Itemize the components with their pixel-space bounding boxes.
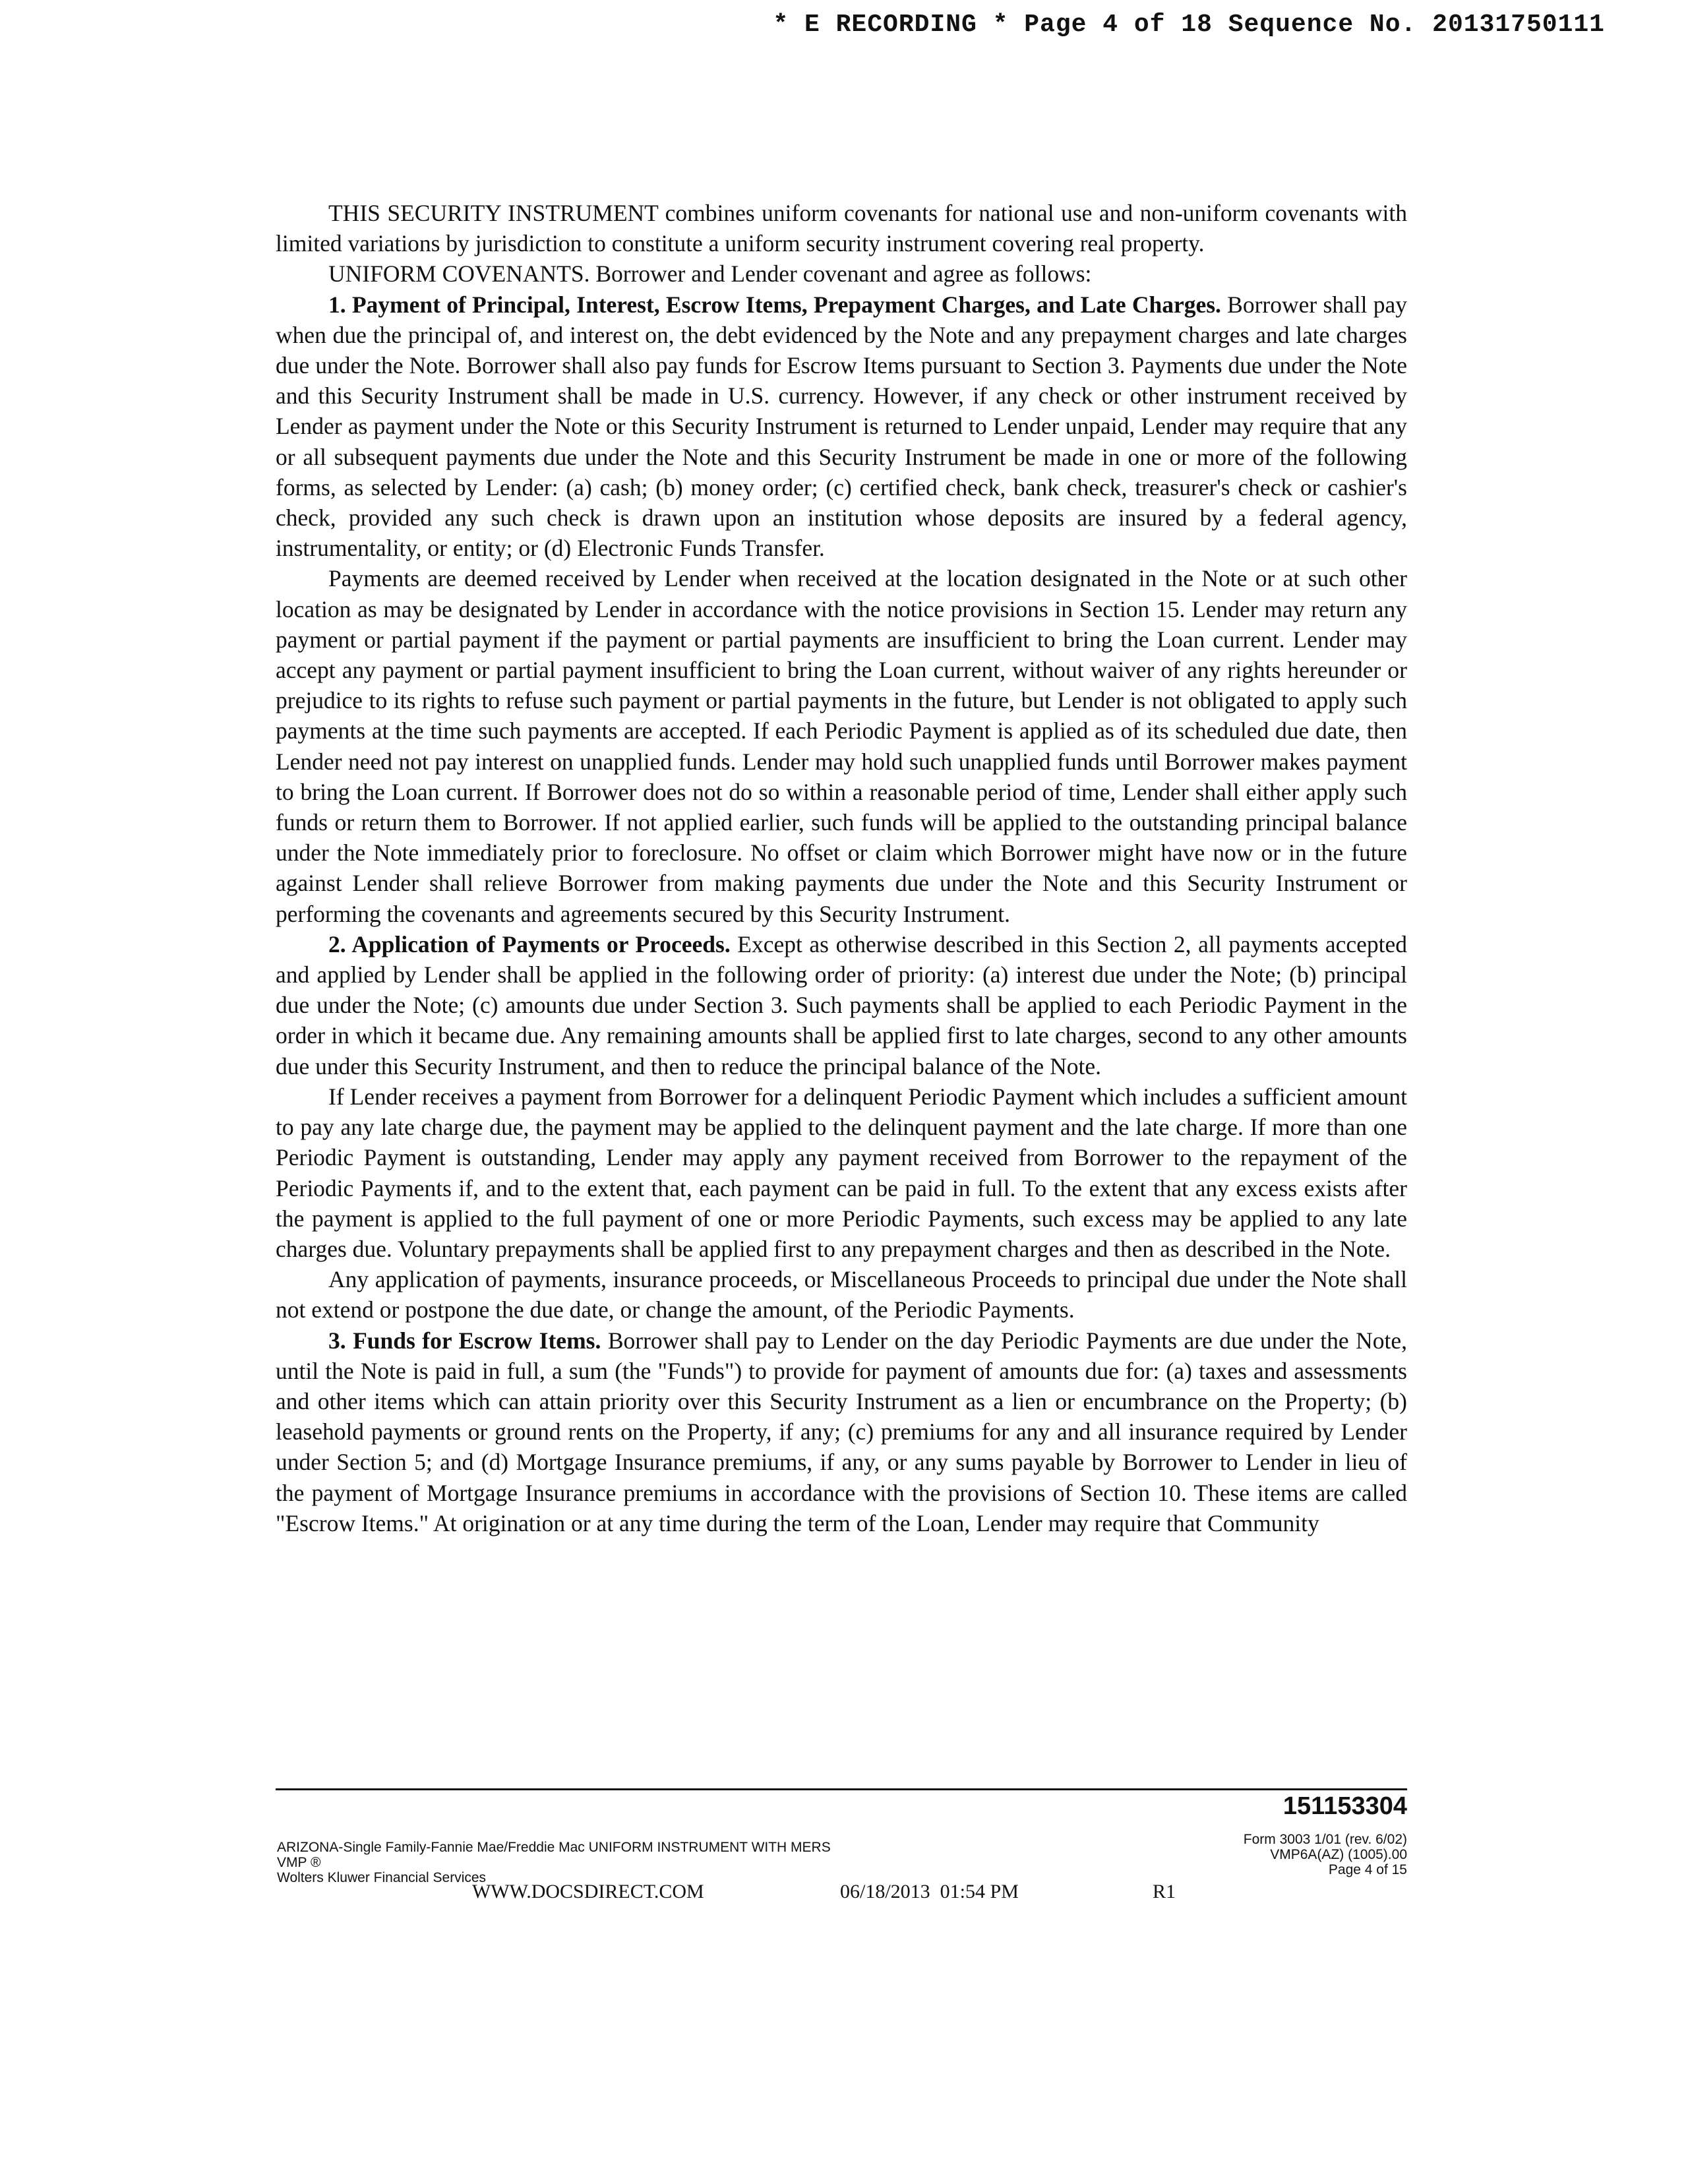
publisher: Wolters Kluwer Financial Services	[277, 1870, 487, 1885]
paragraph-uniform-covenants	[276, 258, 1407, 289]
paragraph-text: Borrower shall pay when due the principal of, and interest on, the debt evidenced by the Note and any prepayment charges and late charges due under the Note. Borrower shall also pay funds for Escrow Items pursuant to Section 3. Payments due under the Note and this Security Instrument shall be made in U.S. currency. However, if any check or other instrument received by Lender as payment under the Note or this Security Instrument is returned to Lender unpaid, Lender may require that any or all subsequent payments due under the Note and this Security Instrument be made in one or more of the following forms, as selected by Lender: (a) cash; (b) money order; (c) certified check, bank check, treasurer's check or cashier's check, provided any such check is drawn upon an institution whose deposits are insured by a federal agency, instrumentality, or entity; or (d) Electronic Funds Transfer.	[276, 291, 1408, 562]
footer-form-info	[277, 1840, 831, 1885]
section-heading: 3. Funds for Escrow Items.	[328, 1327, 601, 1354]
vmp-mark: VMP ®	[277, 1855, 321, 1870]
paragraph-payments-received	[276, 563, 1407, 928]
section-2-application	[276, 929, 1407, 1081]
footer-form-number	[1244, 1832, 1407, 1877]
section-heading: 2. Application of Payments or Proceeds.	[328, 930, 731, 957]
paragraph-text: UNIFORM COVENANTS. Borrower and Lender covenant and agree as follows:	[328, 260, 1092, 288]
section-1-payment	[276, 289, 1407, 564]
section-heading: 1. Payment of Principal, Interest, Escrow Items, Prepayment Charges, and Late Charges.	[328, 291, 1221, 318]
footer-divider	[276, 1788, 1407, 1790]
paragraph-delinquent-payment	[276, 1081, 1407, 1264]
paragraph-application-proceeds	[276, 1264, 1407, 1325]
page-label: Page 4 of 15	[1328, 1862, 1407, 1877]
paragraph-text: Payments are deemed received by Lender when received at the location designated in the Note or at such other location as may be designated by Lender in accordance with the notice provisions in Section 15. Lender may return any payment or partial payment if the payment or partial payments are insufficient to bring the Loan current. Lender may accept any payment or partial payment insufficient to bring the Loan current, without waiver of any rights hereunder or prejudice to its rights to refuse such payment or partial payments in the future, but Lender is not obligated to apply such payments at the time such payments are accepted. If each Periodic Payment is applied as of its scheduled due date, then Lender need not pay interest on unapplied funds. Lender may hold such unapplied funds until Borrower makes payment to bring the Loan current. If Borrower does not do so within a reasonable period of time, Lender shall either apply such funds or return them to Borrower. If not applied earlier, such funds will be applied to the outstanding principal balance under the Note immediately prior to foreclosure. No offset or claim which Borrower might have now or in the future against Lender shall relieve Borrower from making payments due under the Note and this Security Instrument or performing the covenants and agreements secured by this Security Instrument.	[276, 565, 1407, 927]
paragraph-intro	[276, 198, 1407, 258]
paragraph-text: If Lender receives a payment from Borrower for a delinquent Periodic Payment which includes a sufficient amount to pay any late charge due, the payment may be applied to the delinquent payment and the late charge. If more than one Periodic Payment is outstanding, Lender may apply any payment received from Borrower to the repayment of the Periodic Payments if, and to the extent that, each payment can be paid in full. To the extent that any excess exists after the payment is applied to the full payment of one or more Periodic Payments, such excess may be applied to any late charges due. Voluntary prepayments shall be applied first to any prepayment charges and then as described in the Note.	[276, 1083, 1407, 1262]
form-number: Form 3003 1/01 (rev. 6/02)	[1243, 1832, 1407, 1847]
section-3-escrow	[276, 1325, 1407, 1538]
form-description: ARIZONA-Single Family-Fannie Mae/Freddie Mac UNIFORM INSTRUMENT WITH MERS	[277, 1840, 831, 1855]
paragraph-text: THIS SECURITY INSTRUMENT combines uniform covenants for national use and non-uniform covenants with limited variations by jurisdiction to constitute a uniform security instrument covering real property.	[276, 200, 1407, 257]
website: WWW.DOCSDIRECT.COM	[472, 1881, 704, 1902]
paragraph-text: Any application of payments, insurance proceeds, or Miscellaneous Proceeds to principal due under the Note shall not extend or postpone the due date, or change the amount, of the Periodic Payments.	[276, 1266, 1407, 1323]
paragraph-text: Except as otherwise described in this Section 2, all payments accepted and applied by Lender shall be applied in the following order of priority: (a) interest due under the Note; (b) principal due under the Note; (c) amounts due under Section 3. Such payments shall be applied to each Periodic Payment in the order in which it became due. Any remaining amounts shall be applied first to late charges, second to any other amounts due under this Security Instrument, and then to reduce the principal balance of the Note.	[276, 930, 1407, 1079]
recording-header: * E RECORDING * Page 4 of 18 Sequence No. 20131750111	[773, 11, 1605, 39]
vmp-code: VMP6A(AZ) (1005).00	[1270, 1847, 1407, 1862]
loan-number: 151153304	[1282, 1792, 1407, 1820]
printed-datetime: 06/18/2013 01:54 PM	[840, 1881, 1019, 1902]
document-body	[276, 198, 1407, 1538]
paragraph-text: Borrower shall pay to Lender on the day Periodic Payments are due under the Note, until the Note is paid in full, a sum (the "Funds") to provide for payment of amounts due for: (a) taxes and assessments and other items which can attain priority over this Security Instrument as a lien or encumbrance on the Property; (b) leasehold payments or ground rents on the Property, if any; (c) premiums for any and all insurance required by Lender under Section 5; and (d) Mortgage Insurance premiums, if any, or any sums payable by Borrower to Lender in lieu of the payment of Mortgage Insurance premiums in accordance with the provisions of Section 10. These items are called "Escrow Items." At origination or at any time during the term of the Loan, Lender may require that Community	[276, 1327, 1408, 1536]
revision-code: R1	[1153, 1881, 1176, 1902]
